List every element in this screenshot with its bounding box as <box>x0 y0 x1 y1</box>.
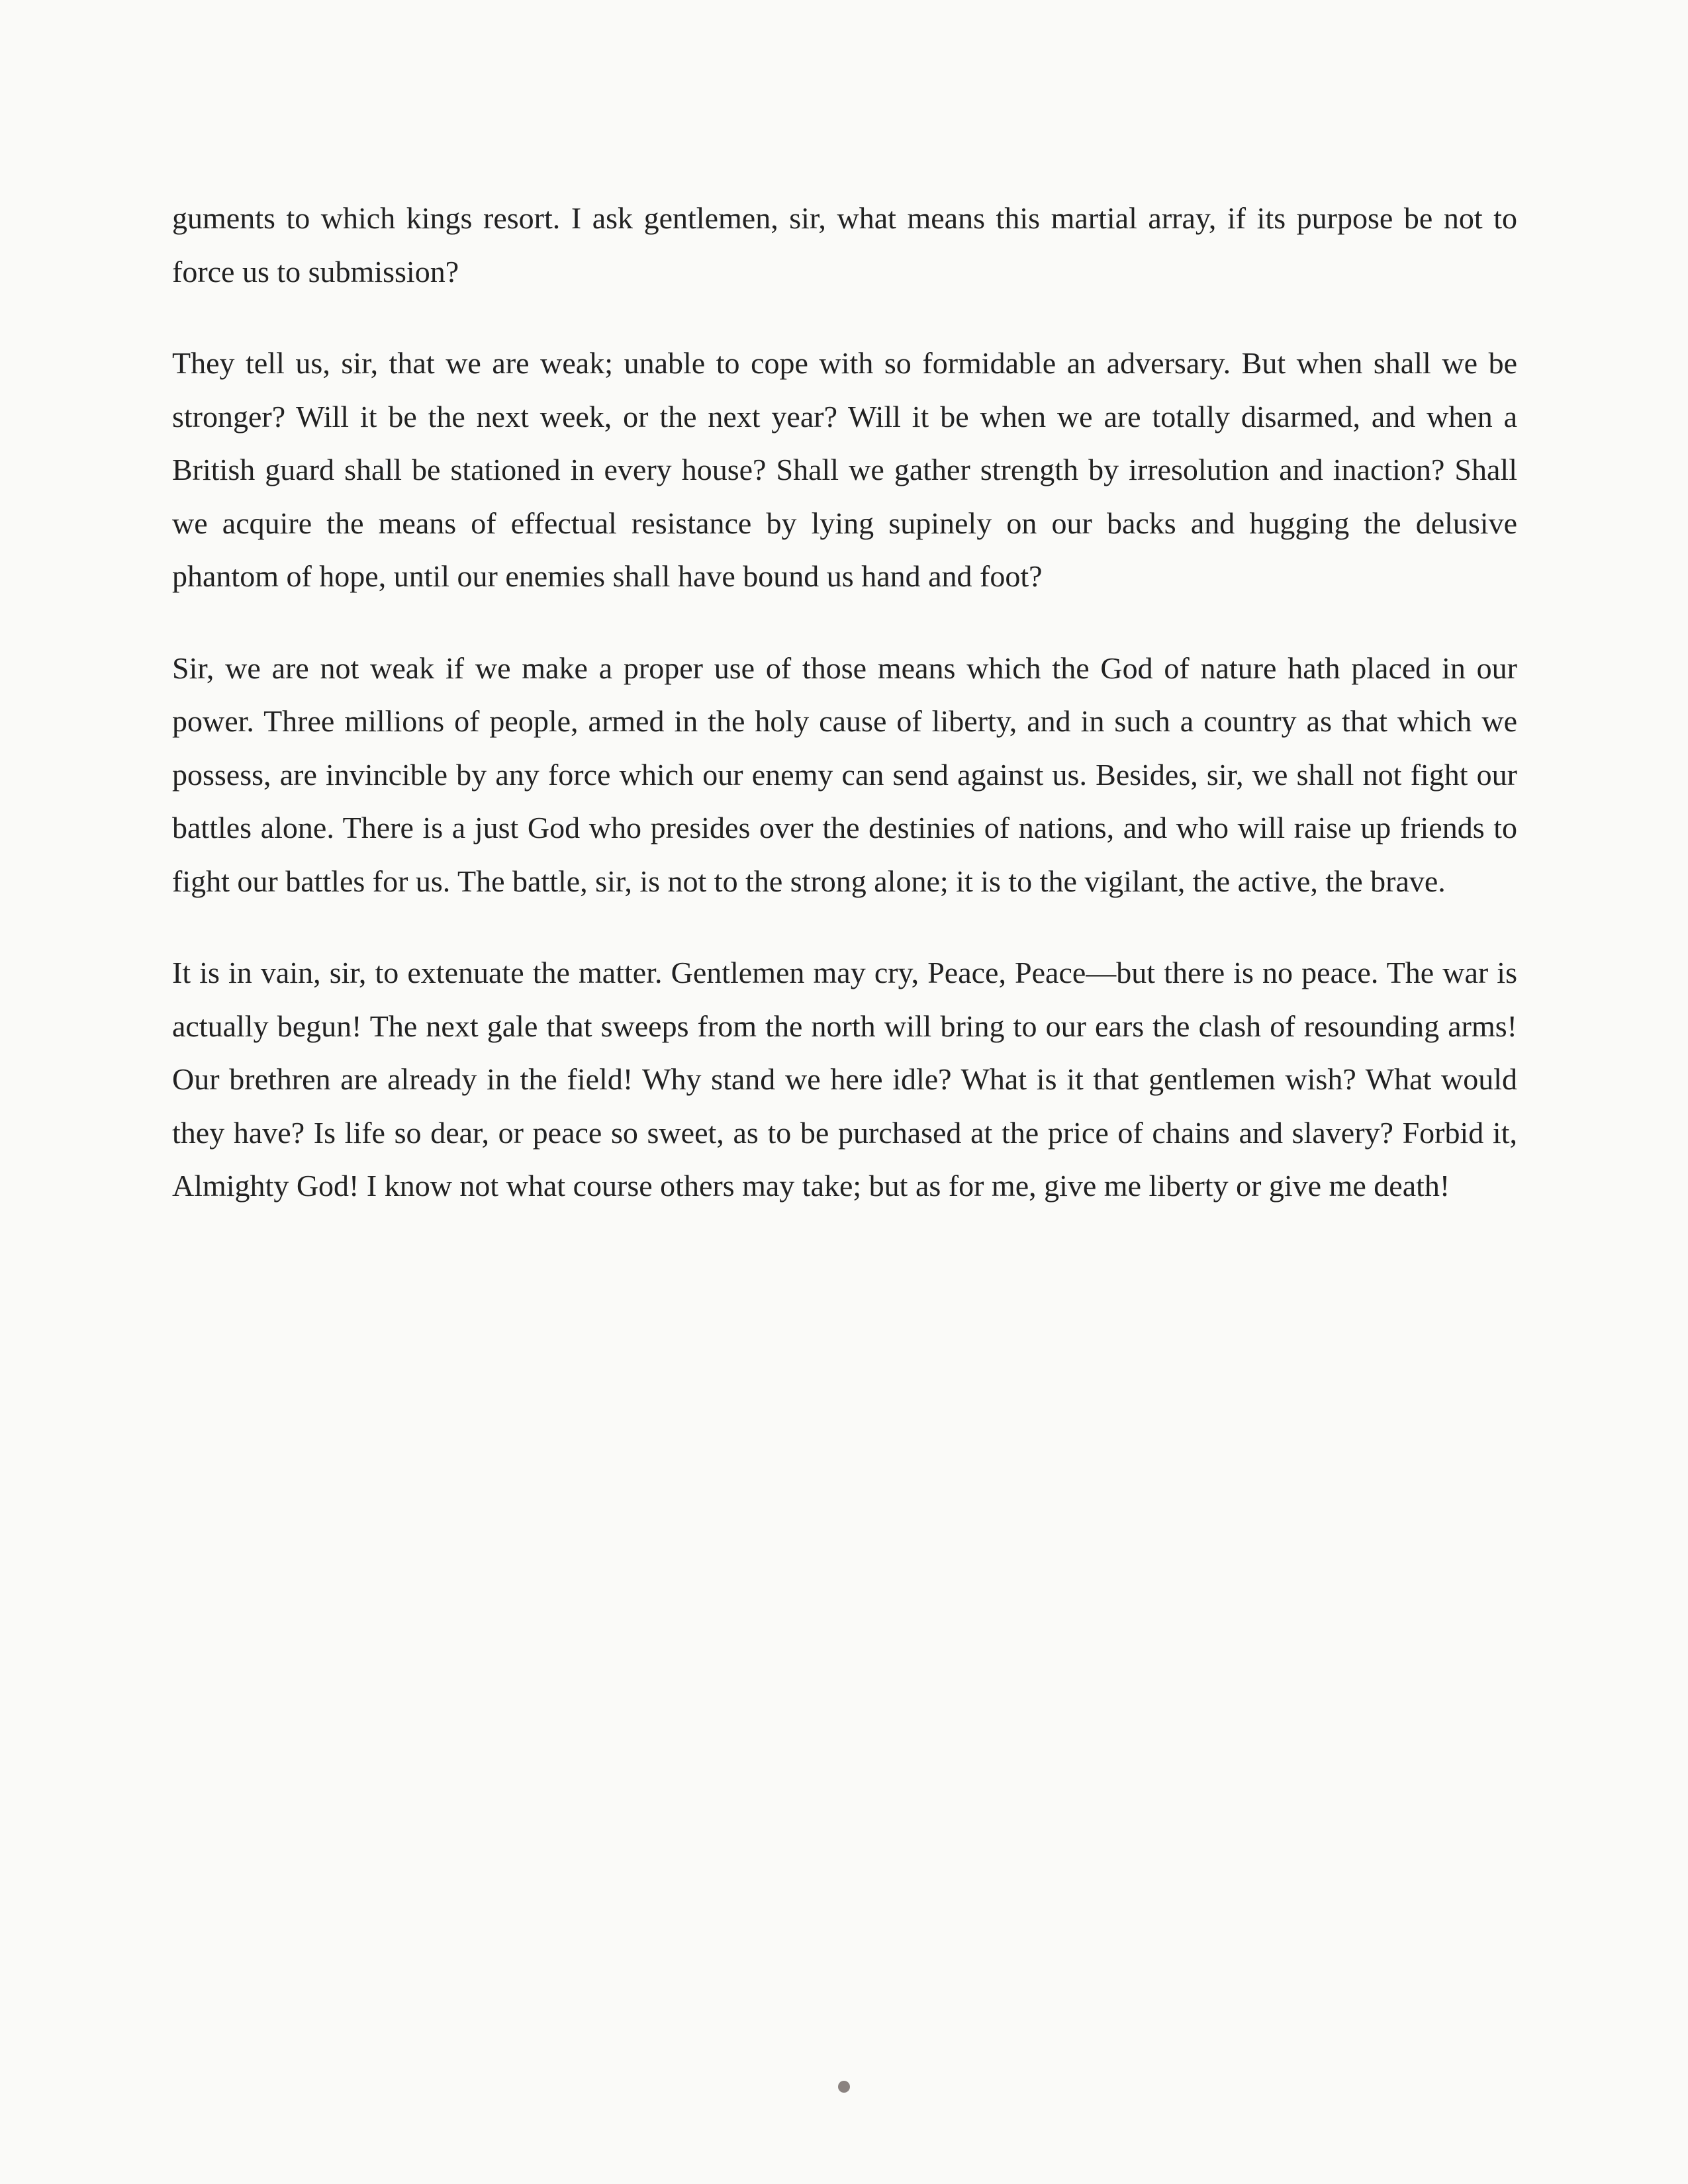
document-body <box>172 192 1517 1251</box>
paragraph: guments to which kings resort. I ask gentlemen, sir, what means this martial array, if its purpose be not to force us to submission? <box>172 201 1517 289</box>
page-dot-icon <box>838 2081 850 2093</box>
paragraph: They tell us, sir, that we are weak; unable to cope with so formidable an adversary. But when shall we be stronger? Will it be the next week, or the next year? Will it be when we are totally disarmed, and when a British guard shall be stationed in every house? Shall we gather strength by irresolution and inaction? Shall we acquire the means of effectual resistance by lying supinely on our backs and hugging the delusive phantom of hope, until our enemies shall have bound us hand and foot? <box>172 346 1517 593</box>
paragraph: Sir, we are not weak if we make a proper use of those means which the God of nature hath placed in our power. Three millions of people, armed in the holy cause of liberty, and in such a country as that which we possess, are invincible by any force which our enemy can send against us. Besides, sir, we shall not fight our battles alone. There is a just God who presides over the destinies of nations, and who will raise up friends to fight our battles for us. The battle, sir, is not to the strong alone; it is to the vigilant, the active, the brave. <box>172 651 1517 898</box>
paragraph: It is in vain, sir, to extenuate the matter. Gentlemen may cry, Peace, Peace—but there is no peace. The war is actually begun! The next gale that sweeps from the north will bring to our ears the clash of resounding arms! Our brethren are already in the field! Why stand we here idle? What is it that gentlemen wish? What would they have? Is life so dear, or peace so sweet, as to be purchased at the price of chains and slavery? Forbid it, Almighty God! I know not what course others may take; but as for me, give me liberty or give me death! <box>172 956 1517 1203</box>
